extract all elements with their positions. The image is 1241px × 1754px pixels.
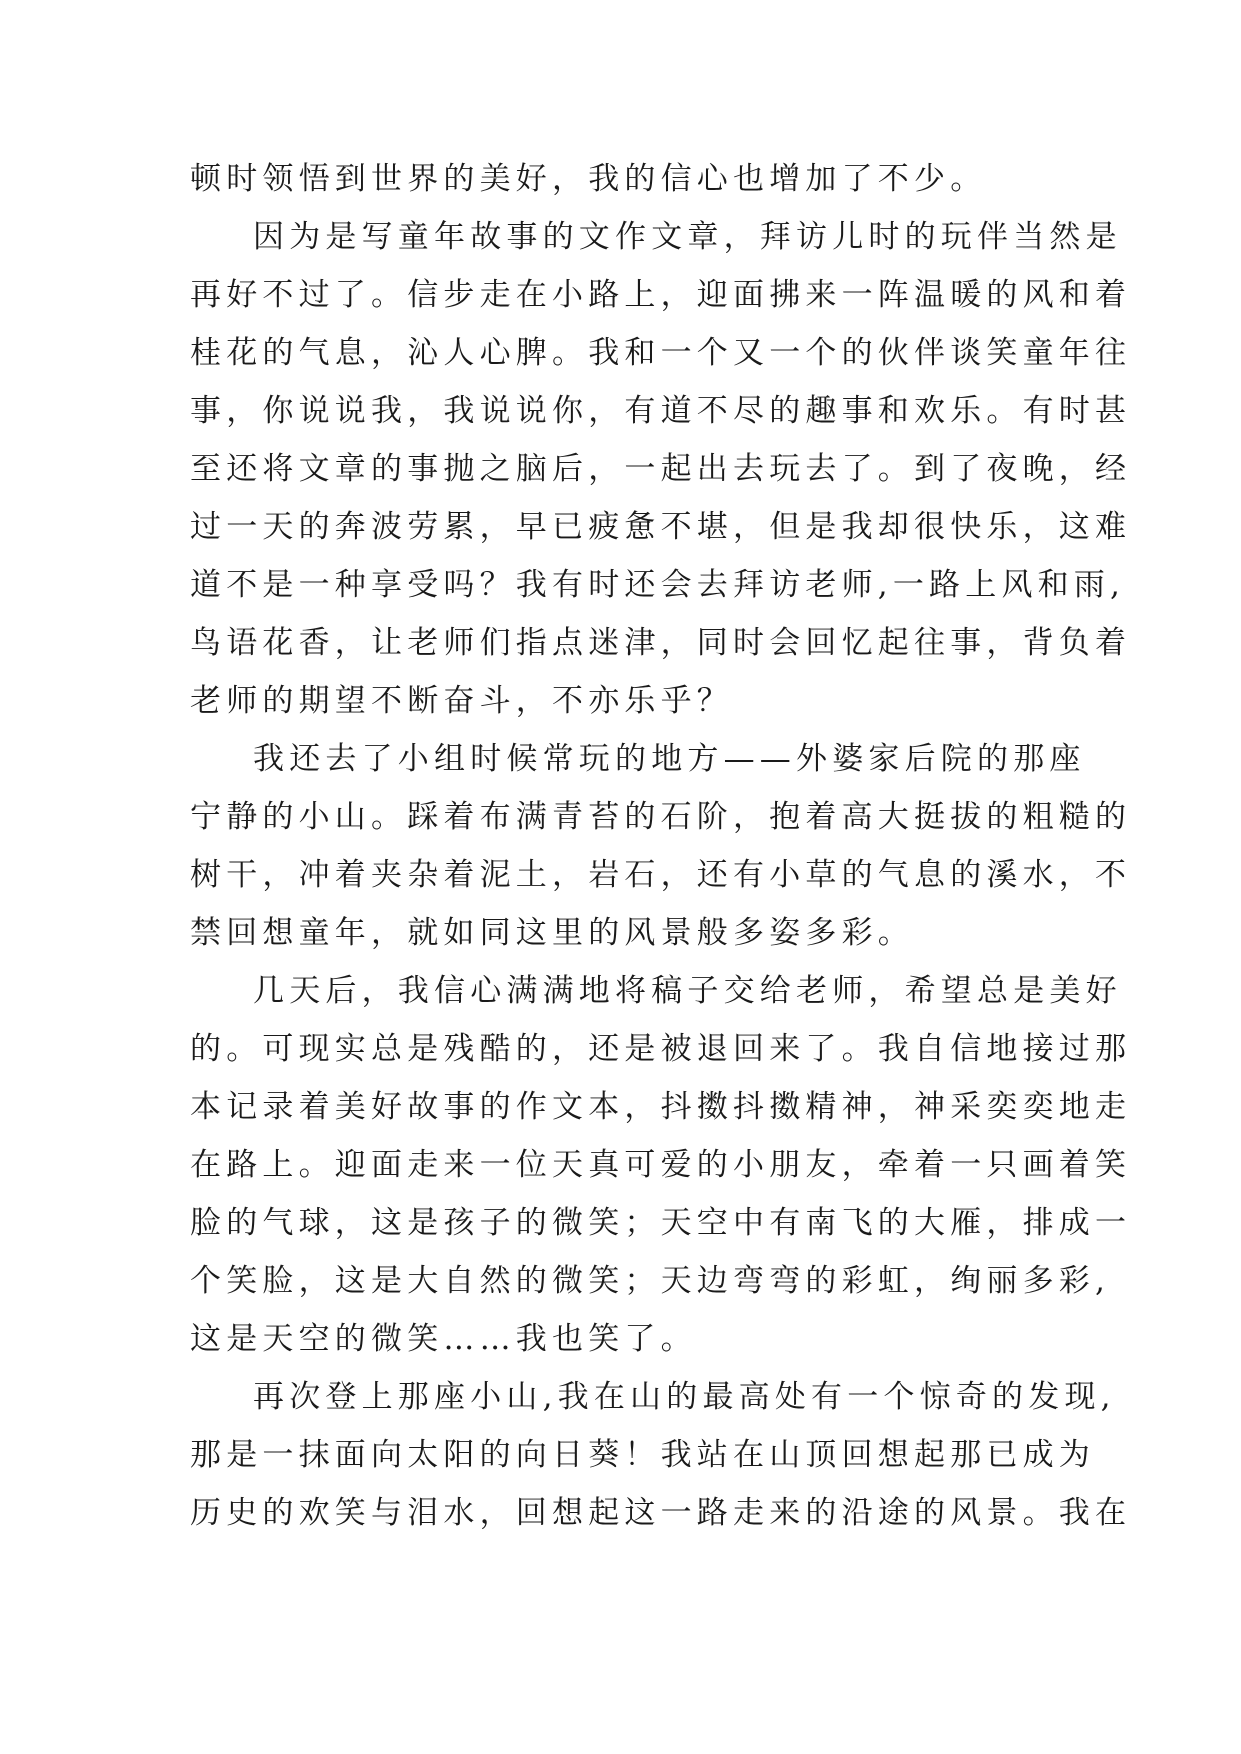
text-line: 过一天的奔波劳累，早已疲惫不堪，但是我却很快乐，这难 xyxy=(190,509,1132,545)
text-line: 本记录着美好故事的作文本，抖擞抖擞精神，神采奕奕地走 xyxy=(190,1089,1132,1125)
text-line: 桂花的气息，沁人心脾。我和一个又一个的伙伴谈笑童年往 xyxy=(190,335,1132,371)
text-line: 这是天空的微笑……我也笑了。 xyxy=(190,1321,697,1357)
text-line: 禁回想童年，就如同这里的风景般多姿多彩。 xyxy=(190,915,914,951)
text-line: 至还将文章的事抛之脑后，一起出去玩去了。到了夜晚，经 xyxy=(190,451,1132,487)
text-line: 顿时领悟到世界的美好，我的信心也增加了不少。 xyxy=(190,161,987,197)
text-line: 再好不过了。信步走在小路上，迎面拂来一阵温暖的风和着 xyxy=(190,277,1132,313)
text-line: 的。可现实总是残酷的，还是被退回来了。我自信地接过那 xyxy=(190,1031,1132,1067)
text-line: 历史的欢笑与泪水，回想起这一路走来的沿途的风景。我在 xyxy=(190,1495,1132,1531)
text-line: 树干，冲着夹杂着泥土，岩石，还有小草的气息的溪水，不 xyxy=(190,857,1132,893)
text-line: 道不是一种享受吗？我有时还会去拜访老师,一路上风和雨, xyxy=(190,567,1126,603)
text-line: 宁静的小山。踩着布满青苔的石阶，抱着高大挺拔的粗糙的 xyxy=(190,799,1132,835)
text-line: 老师的期望不断奋斗，不亦乐乎？ xyxy=(190,683,733,719)
text-line: 个笑脸，这是大自然的微笑；天边弯弯的彩虹，绚丽多彩, xyxy=(190,1263,1111,1299)
text-line: 脸的气球，这是孩子的微笑；天空中有南飞的大雁，排成一 xyxy=(190,1205,1132,1241)
text-line: 几天后，我信心满满地将稿子交给老师，希望总是美好 xyxy=(253,973,1122,1009)
text-line: 我还去了小组时候常玩的地方——外婆家后院的那座 xyxy=(253,741,1086,777)
text-line: 那是一抹面向太阳的向日葵！我站在山顶回想起那已成为 xyxy=(190,1437,1095,1473)
text-line: 事，你说说我，我说说你，有道不尽的趣事和欢乐。有时甚 xyxy=(190,393,1132,429)
text-line: 再次登上那座小山,我在山的最高处有一个惊奇的发现, xyxy=(253,1379,1116,1415)
text-line: 因为是写童年故事的文作文章，拜访儿时的玩伴当然是 xyxy=(253,219,1122,255)
text-line: 在路上。迎面走来一位天真可爱的小朋友，牵着一只画着笑 xyxy=(190,1147,1132,1183)
text-line: 鸟语花香，让老师们指点迷津，同时会回忆起往事，背负着 xyxy=(190,625,1132,661)
